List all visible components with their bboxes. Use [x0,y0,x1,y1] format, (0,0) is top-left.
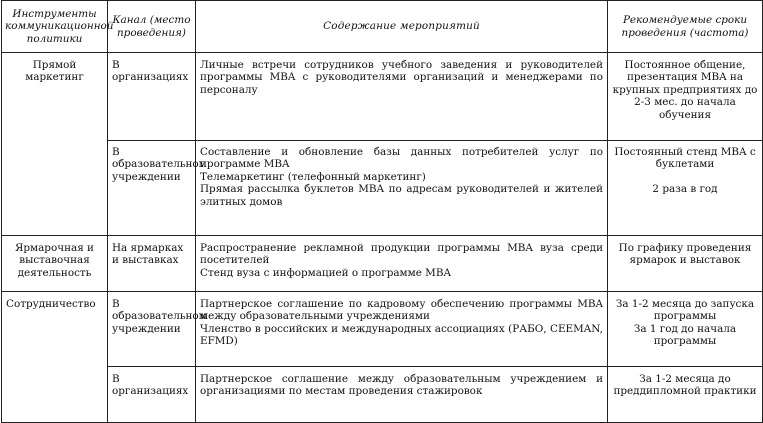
channel-cell: На ярмарках и выставках [108,236,196,292]
timing-line: За 1 год до начала программы [633,322,737,348]
timing-line: За 1-2 месяца до запуска программы [615,298,755,323]
table-row [2,53,763,141]
timing-cell [608,141,763,236]
content-line: Распространение рекламной продукции программы MBA вуза среди посетителей [200,242,603,267]
content-line: Партнерское соглашение между образовательным учреждением и организациями по местам проведения стажировок [200,373,603,398]
timing-line: Постоянный стенд MBA с буклетами [614,146,756,171]
content-line: Стенд вуза с информацией о программе MBA [200,266,451,279]
header-content: Содержание мероприятий [196,1,608,53]
content-line: Телемаркетинг (телефонный маркетинг) [200,170,426,183]
header-channel: Канал (место проведения) [108,1,196,53]
content-line: Членство в российских и международных ассоциациях (РАБО, CEEMAN, EFMD) [200,322,603,348]
content-line: Составление и обновление базы данных потребителей услуг по программе MBA [200,146,603,171]
channel-cell: В образовательном учреждении [108,292,196,367]
content-line: Личные встречи сотрудников учебного заведения и руководителей программы MBA с руководителями организаций и менеджерами по персоналу [200,59,603,96]
content-cell [196,367,608,423]
content-cell [196,292,608,367]
mba-communication-policy-table [1,0,763,423]
table-row [2,292,763,367]
channel-cell: В образовательном учреждении [108,141,196,236]
header-tool: Инструменты коммуникационной политики [2,1,108,53]
tool-cell: Ярмарочная и выставочная деятельность [2,236,108,292]
tool-cell: Сотрудничество [2,292,108,423]
content-cell [196,236,608,292]
table-row [2,141,763,236]
timing-cell: Постоянное общение, презентация MBA на крупных предприятиях до 2-3 мес. до начала обучения [608,53,763,141]
timing-cell: За 1-2 месяца до преддипломной практики [608,367,763,423]
tool-cell: Прямой маркетинг [2,53,108,236]
content-line: Партнерское соглашение по кадровому обеспечению программы MBA между образовательными учреждениями [200,298,603,323]
timing-cell: По графику проведения ярмарок и выставок [608,236,763,292]
channel-cell: В организациях [108,53,196,141]
timing-line: 2 раза в год [652,182,718,195]
content-cell [196,53,608,141]
table-row [2,236,763,292]
header-timing: Рекомендуемые сроки проведения (частота) [608,1,763,53]
table-header-row [2,1,763,53]
content-cell [196,141,608,236]
channel-cell: В организациях [108,367,196,423]
content-line: Прямая рассылка буклетов MBA по адресам руководителей и жителей элитных домов [200,183,603,208]
timing-cell [608,292,763,367]
table-row [2,367,763,423]
